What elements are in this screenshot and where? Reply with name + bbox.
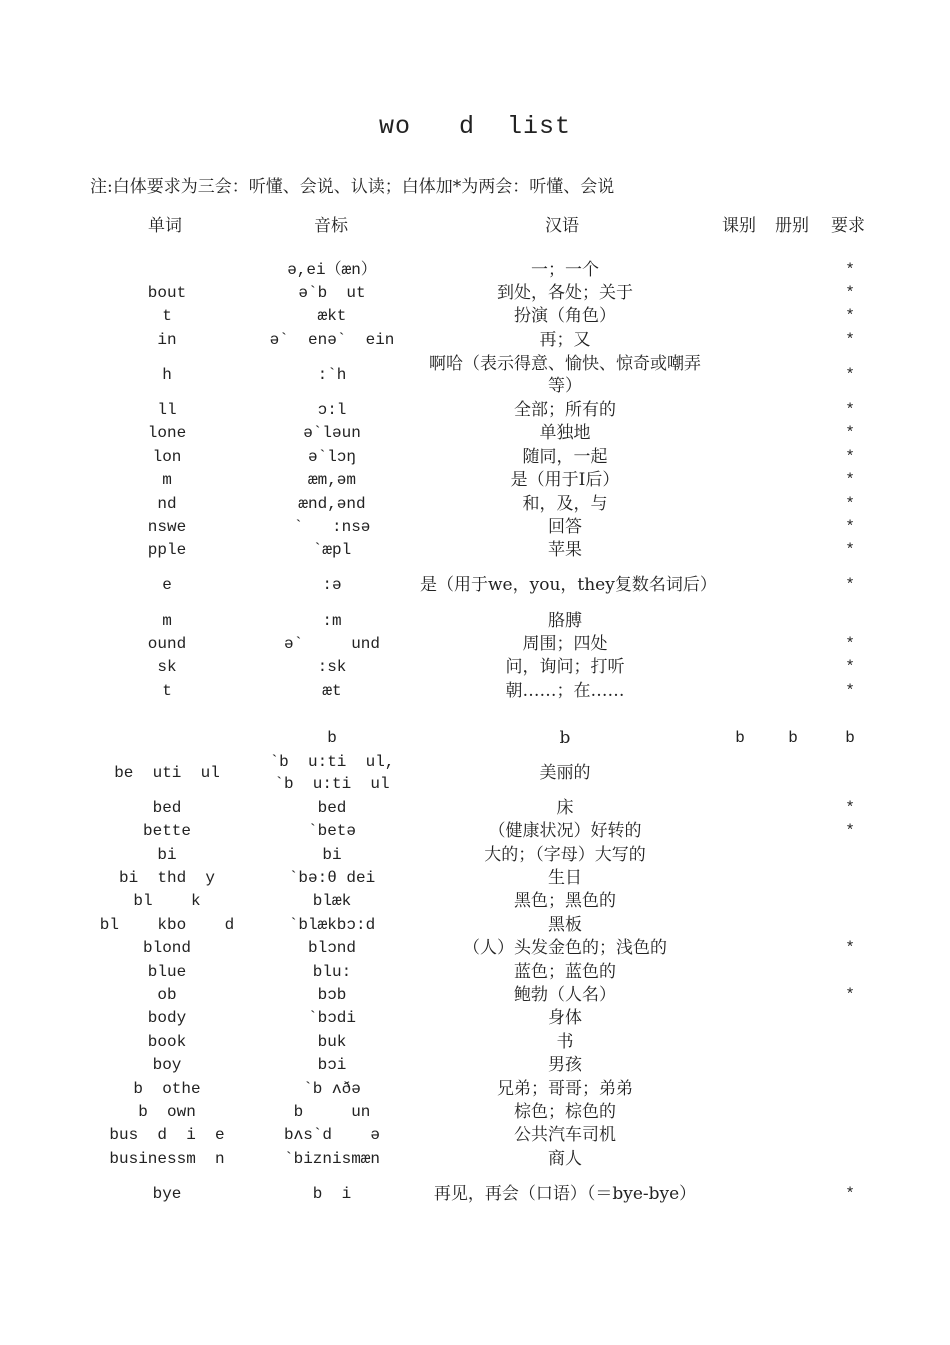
word-cell: boy bbox=[152, 1056, 182, 1075]
book-cell bbox=[778, 1170, 808, 1217]
requirement-cell: * bbox=[845, 658, 855, 677]
word-cell: b othe bbox=[133, 1079, 201, 1098]
requirement-cell: * bbox=[845, 401, 855, 420]
table-row bbox=[0, 352, 950, 399]
requirement-cell bbox=[835, 843, 865, 866]
requirement-cell: b bbox=[845, 728, 855, 747]
book-cell bbox=[778, 469, 808, 492]
word-cell bbox=[92, 726, 242, 749]
table-row bbox=[0, 1007, 950, 1030]
header-lesson: 课别 bbox=[722, 216, 756, 236]
word-cell: b own bbox=[138, 1102, 196, 1121]
table-row bbox=[0, 1147, 950, 1170]
chinese-cell: 和，及，与 bbox=[522, 493, 608, 514]
lesson-cell bbox=[725, 469, 755, 492]
table-row bbox=[0, 469, 950, 492]
lesson-cell bbox=[725, 1147, 755, 1170]
requirement-cell bbox=[835, 1007, 865, 1030]
phonetic-cell: `b u:ti ul, `b u:ti ul bbox=[269, 752, 395, 793]
chinese-cell: 大的；（字母）大写的 bbox=[484, 844, 646, 865]
chinese-cell: 鲍勃（人名） bbox=[514, 985, 616, 1005]
lesson-cell bbox=[725, 539, 755, 562]
lesson-cell bbox=[725, 1170, 755, 1217]
word-cell: h bbox=[162, 365, 172, 384]
book-cell bbox=[778, 445, 808, 468]
lesson-cell bbox=[725, 632, 755, 655]
book-cell bbox=[778, 866, 808, 889]
lesson-cell bbox=[725, 492, 755, 515]
chinese-cell: （人）头发金色的；浅色的 bbox=[463, 938, 667, 959]
table-row bbox=[0, 539, 950, 562]
chinese-cell: 生日 bbox=[548, 868, 582, 889]
phonetic-cell: :ə bbox=[322, 576, 342, 595]
requirement-cell: * bbox=[845, 447, 855, 466]
book-cell bbox=[778, 1053, 808, 1076]
word-cell: lon bbox=[152, 447, 182, 466]
chinese-cell: 再；又 bbox=[539, 329, 591, 350]
chinese-cell: 胳膊 bbox=[548, 610, 582, 631]
book-cell bbox=[778, 609, 808, 632]
chinese-cell: 蓝色；蓝色的 bbox=[514, 961, 616, 982]
table-row bbox=[0, 1124, 950, 1147]
chinese-cell: b bbox=[559, 727, 571, 748]
word-cell: nd bbox=[157, 494, 177, 513]
book-cell bbox=[778, 749, 808, 796]
phonetic-cell: bɔb bbox=[317, 986, 347, 1004]
header-book: 册别 bbox=[775, 216, 809, 236]
word-cell: bye bbox=[152, 1184, 182, 1203]
lesson-cell bbox=[725, 445, 755, 468]
table-row bbox=[0, 515, 950, 538]
chinese-cell: 回答 bbox=[548, 517, 582, 537]
requirement-cell: * bbox=[845, 307, 855, 326]
word-cell bbox=[92, 258, 242, 281]
phonetic-cell: blu: bbox=[312, 962, 352, 981]
header-word: 单词 bbox=[148, 216, 182, 236]
word-cell: t bbox=[162, 681, 172, 700]
word-cell: bus d i e bbox=[109, 1126, 225, 1145]
lesson-cell bbox=[725, 1007, 755, 1030]
word-cell: e bbox=[162, 576, 172, 595]
requirement-cell bbox=[835, 609, 865, 632]
requirement-cell bbox=[835, 890, 865, 913]
phonetic-cell: ə`ləun bbox=[303, 424, 361, 443]
lesson-cell bbox=[725, 305, 755, 328]
word-cell: bed bbox=[152, 798, 182, 817]
lesson-cell bbox=[725, 983, 755, 1006]
word-cell: ll bbox=[157, 401, 177, 420]
table-row bbox=[0, 1077, 950, 1100]
requirement-cell bbox=[835, 960, 865, 983]
word-table-section-a bbox=[0, 258, 950, 702]
lesson-cell bbox=[725, 562, 755, 609]
word-cell: bi bbox=[157, 845, 177, 864]
lesson-cell bbox=[725, 422, 755, 445]
chinese-cell: （健康状况）好转的 bbox=[488, 821, 642, 842]
table-row bbox=[0, 258, 950, 281]
requirement-cell: * bbox=[845, 518, 855, 536]
requirement-cell: * bbox=[845, 260, 855, 279]
requirement-cell bbox=[835, 1053, 865, 1076]
chinese-cell: 棕色；棕色的 bbox=[514, 1101, 616, 1122]
requirement-cell: * bbox=[845, 634, 855, 653]
requirement-cell: * bbox=[845, 798, 855, 817]
lesson-cell bbox=[725, 515, 755, 538]
table-row bbox=[0, 937, 950, 960]
requirement-cell: * bbox=[845, 541, 855, 560]
lesson-cell bbox=[725, 679, 755, 702]
table-row bbox=[0, 796, 950, 819]
book-cell bbox=[778, 913, 808, 936]
phonetic-cell: b bbox=[327, 728, 337, 747]
lesson-cell bbox=[725, 352, 755, 399]
chinese-cell: 是（用于we，you，they复数名词后） bbox=[420, 575, 717, 596]
table-row bbox=[0, 983, 950, 1006]
chinese-cell: 扮演（角色） bbox=[514, 306, 616, 327]
table-row bbox=[0, 445, 950, 468]
phonetic-cell: `b ʌðə bbox=[303, 1079, 361, 1098]
requirement-cell bbox=[835, 1077, 865, 1100]
chinese-cell: 黑色；黑色的 bbox=[514, 891, 616, 912]
book-cell bbox=[778, 632, 808, 655]
chinese-cell: 身体 bbox=[548, 1008, 582, 1029]
phonetic-cell: ə`b ut bbox=[298, 284, 366, 303]
chinese-cell: 朝……；在…… bbox=[505, 680, 625, 701]
lesson-cell bbox=[725, 913, 755, 936]
table-row bbox=[0, 281, 950, 304]
lesson-cell bbox=[725, 398, 755, 421]
phonetic-cell: b un bbox=[293, 1102, 371, 1121]
word-cell: bout bbox=[147, 284, 187, 303]
book-cell bbox=[778, 539, 808, 562]
lesson-cell bbox=[725, 656, 755, 679]
lesson-cell bbox=[725, 843, 755, 866]
lesson-cell bbox=[725, 937, 755, 960]
chinese-cell: 苹果 bbox=[548, 540, 582, 561]
chinese-cell: 男孩 bbox=[548, 1055, 582, 1076]
table-row bbox=[0, 820, 950, 843]
lesson-cell bbox=[725, 609, 755, 632]
requirement-cell bbox=[835, 749, 865, 796]
requirement-cell bbox=[835, 1100, 865, 1123]
phonetic-cell: `æpl bbox=[312, 541, 352, 560]
book-cell bbox=[778, 1030, 808, 1053]
chinese-cell: 全部；所有的 bbox=[514, 400, 616, 421]
chinese-cell: 到处，各处；关于 bbox=[497, 283, 633, 304]
requirement-note: 注:白体要求为三会：听懂、会说、认读；白体加*为两会：听懂、会说 bbox=[90, 177, 615, 197]
requirement-cell: * bbox=[845, 424, 855, 443]
table-row bbox=[0, 843, 950, 866]
book-cell bbox=[778, 890, 808, 913]
book-cell bbox=[778, 281, 808, 304]
word-cell: be uti ul bbox=[114, 763, 220, 782]
lesson-cell bbox=[725, 960, 755, 983]
header-phonetic: 音标 bbox=[314, 216, 348, 236]
book-cell bbox=[778, 796, 808, 819]
table-row bbox=[0, 632, 950, 655]
chinese-cell: 随同，一起 bbox=[522, 446, 608, 467]
word-table-section-b bbox=[0, 726, 950, 1217]
requirement-cell: * bbox=[845, 576, 855, 595]
table-row bbox=[0, 890, 950, 913]
table-row bbox=[0, 866, 950, 889]
phonetic-cell: bɔi bbox=[317, 1056, 347, 1075]
phonetic-cell: ə,ei（æn） bbox=[287, 260, 377, 279]
word-cell: in bbox=[157, 330, 177, 349]
book-cell bbox=[778, 258, 808, 281]
word-cell: ob bbox=[157, 986, 177, 1004]
phonetic-cell: æm,əm bbox=[307, 471, 356, 490]
phonetic-cell: :m bbox=[322, 611, 342, 630]
book-cell bbox=[778, 820, 808, 843]
phonetic-cell: bi bbox=[322, 845, 342, 864]
requirement-cell bbox=[835, 1124, 865, 1147]
phonetic-cell: :sk bbox=[317, 658, 347, 677]
word-cell: blond bbox=[142, 939, 191, 958]
phonetic-cell: `bɔdi bbox=[307, 1009, 356, 1028]
table-row bbox=[0, 1100, 950, 1123]
table-row bbox=[0, 305, 950, 328]
lesson-cell bbox=[725, 820, 755, 843]
book-cell bbox=[778, 328, 808, 351]
table-row bbox=[0, 726, 950, 749]
chinese-cell: 啊哈（表示得意、愉快、惊奇或嘲弄等） bbox=[429, 353, 701, 396]
word-cell: bl kbo d bbox=[99, 915, 235, 934]
table-row bbox=[0, 960, 950, 983]
phonetic-cell: ə` und bbox=[283, 634, 380, 653]
book-cell bbox=[778, 1007, 808, 1030]
table-row bbox=[0, 1030, 950, 1053]
lesson-cell bbox=[725, 328, 755, 351]
book-cell bbox=[778, 679, 808, 702]
phonetic-cell: ` :nsə bbox=[293, 518, 371, 536]
phonetic-cell: æt bbox=[322, 681, 342, 700]
chinese-cell: 单独地 bbox=[539, 423, 591, 444]
table-row bbox=[0, 398, 950, 421]
lesson-cell bbox=[725, 258, 755, 281]
book-cell bbox=[778, 656, 808, 679]
requirement-cell bbox=[835, 1030, 865, 1053]
table-row bbox=[0, 562, 950, 609]
word-cell: nswe bbox=[147, 518, 187, 536]
lesson-cell bbox=[725, 281, 755, 304]
phonetic-cell: blɔnd bbox=[307, 939, 356, 958]
word-cell: sk bbox=[157, 658, 177, 677]
requirement-cell: * bbox=[845, 986, 855, 1004]
chinese-cell: 美丽的 bbox=[539, 762, 591, 783]
word-cell: bette bbox=[142, 822, 191, 841]
phonetic-cell: blæk bbox=[312, 892, 352, 911]
header-chinese: 汉语 bbox=[545, 216, 579, 236]
phonetic-cell: :`h bbox=[317, 365, 347, 384]
book-cell bbox=[778, 562, 808, 609]
lesson-cell bbox=[725, 749, 755, 796]
lesson-cell bbox=[725, 796, 755, 819]
phonetic-cell: bʌs`d ə bbox=[283, 1126, 380, 1145]
word-cell: bl k bbox=[133, 892, 201, 911]
lesson-cell bbox=[725, 1100, 755, 1123]
phonetic-cell: ænd,ənd bbox=[298, 494, 366, 513]
header-requirement: 要求 bbox=[831, 216, 865, 236]
requirement-cell: * bbox=[845, 365, 855, 384]
word-cell: m bbox=[162, 471, 172, 490]
phonetic-cell: `bə:θ dei bbox=[288, 869, 376, 888]
lesson-cell: b bbox=[735, 728, 745, 747]
chinese-cell: 一；一个 bbox=[531, 259, 599, 280]
book-cell bbox=[778, 305, 808, 328]
book-cell bbox=[778, 1147, 808, 1170]
word-cell: businessm n bbox=[109, 1149, 225, 1168]
table-row bbox=[0, 749, 950, 796]
lesson-cell bbox=[725, 1030, 755, 1053]
phonetic-cell: ɔ:l bbox=[317, 401, 347, 420]
book-cell bbox=[778, 983, 808, 1006]
chinese-cell: 书 bbox=[556, 1031, 574, 1052]
requirement-cell: * bbox=[845, 330, 855, 349]
chinese-cell: 公共汽车司机 bbox=[514, 1125, 616, 1146]
page-title: wo d list bbox=[378, 112, 572, 141]
chinese-cell: 再见，再会（口语）（＝bye-bye） bbox=[433, 1183, 697, 1204]
requirement-cell bbox=[835, 866, 865, 889]
phonetic-cell: ækt bbox=[317, 307, 347, 326]
lesson-cell bbox=[725, 890, 755, 913]
word-cell: m bbox=[162, 611, 172, 630]
word-cell: blue bbox=[147, 962, 187, 981]
chinese-cell: 兄弟；哥哥；弟弟 bbox=[497, 1078, 633, 1099]
table-row bbox=[0, 609, 950, 632]
requirement-cell bbox=[835, 1147, 865, 1170]
table-row bbox=[0, 328, 950, 351]
book-cell bbox=[778, 1100, 808, 1123]
requirement-cell: * bbox=[845, 1184, 855, 1203]
book-cell bbox=[778, 937, 808, 960]
table-row bbox=[0, 679, 950, 702]
book-cell bbox=[778, 422, 808, 445]
chinese-cell: 商人 bbox=[548, 1148, 582, 1169]
lesson-cell bbox=[725, 1124, 755, 1147]
lesson-cell bbox=[725, 866, 755, 889]
requirement-cell: * bbox=[845, 284, 855, 303]
book-cell bbox=[778, 1124, 808, 1147]
table-row bbox=[0, 492, 950, 515]
book-cell bbox=[778, 843, 808, 866]
phonetic-cell: ə` enə` ein bbox=[269, 330, 395, 349]
chinese-cell: 黑板 bbox=[548, 914, 582, 935]
word-cell: bi thd y bbox=[118, 869, 215, 888]
table-row bbox=[0, 422, 950, 445]
requirement-cell: * bbox=[845, 822, 855, 841]
book-cell bbox=[778, 398, 808, 421]
book-cell: b bbox=[788, 728, 798, 747]
phonetic-cell: `betə bbox=[307, 822, 356, 841]
word-cell: t bbox=[162, 307, 172, 326]
book-cell bbox=[778, 492, 808, 515]
book-cell bbox=[778, 352, 808, 399]
word-cell: pple bbox=[147, 541, 187, 560]
table-row bbox=[0, 656, 950, 679]
phonetic-cell: buk bbox=[317, 1032, 347, 1051]
table-row bbox=[0, 913, 950, 936]
phonetic-cell: ə`lɔŋ bbox=[307, 447, 356, 466]
requirement-cell bbox=[835, 913, 865, 936]
word-cell: ound bbox=[147, 634, 187, 653]
requirement-cell: * bbox=[845, 471, 855, 490]
table-row bbox=[0, 1170, 950, 1217]
word-cell: lone bbox=[147, 424, 187, 443]
requirement-cell: * bbox=[845, 681, 855, 700]
lesson-cell bbox=[725, 1077, 755, 1100]
requirement-cell: * bbox=[845, 939, 855, 958]
lesson-cell bbox=[725, 1053, 755, 1076]
word-cell: book bbox=[147, 1032, 187, 1051]
chinese-cell: 床 bbox=[556, 797, 574, 818]
chinese-cell: 问，询问；打听 bbox=[505, 657, 625, 678]
chinese-cell: 周围；四处 bbox=[522, 633, 608, 654]
phonetic-cell: `blækbɔ:d bbox=[288, 915, 376, 934]
book-cell bbox=[778, 1077, 808, 1100]
word-cell: body bbox=[147, 1009, 187, 1028]
book-cell bbox=[778, 960, 808, 983]
phonetic-cell: `biznismæn bbox=[283, 1149, 380, 1168]
requirement-cell: * bbox=[845, 494, 855, 513]
phonetic-cell: b i bbox=[312, 1184, 352, 1203]
phonetic-cell: bed bbox=[317, 798, 347, 817]
chinese-cell: 是（用于I后） bbox=[510, 470, 620, 491]
book-cell bbox=[778, 515, 808, 538]
table-row bbox=[0, 1053, 950, 1076]
